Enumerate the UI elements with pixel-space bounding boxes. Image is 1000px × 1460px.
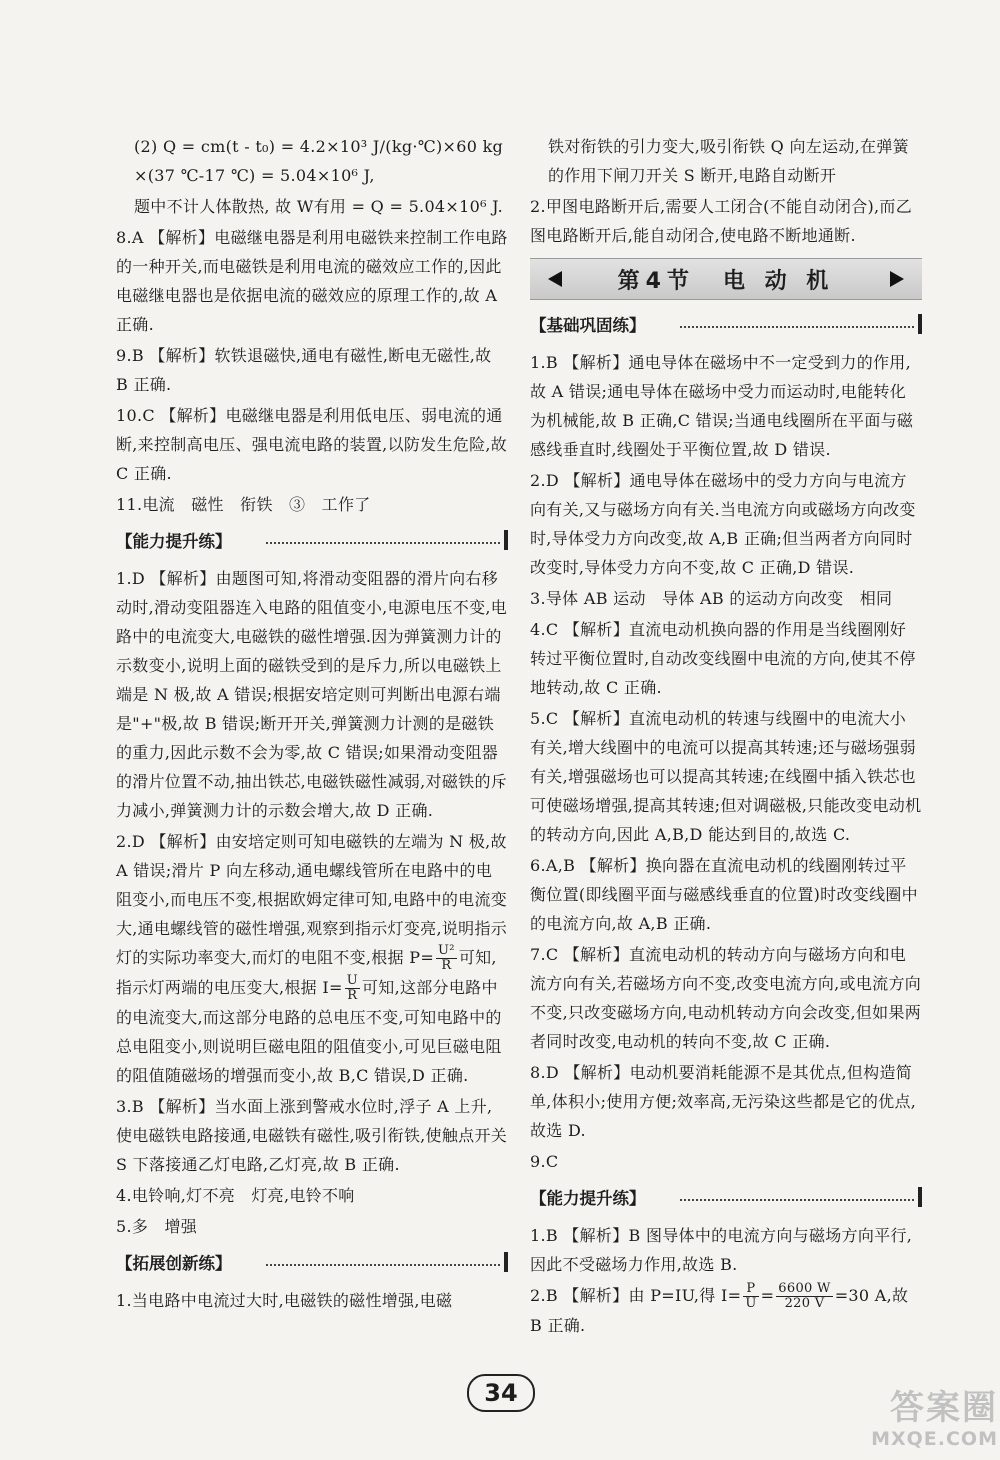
answer-text: =: [760, 1286, 775, 1305]
fraction-denominator: R: [441, 958, 452, 973]
answer-item: 4.C 【解析】直流电动机换向器的作用是当线圈刚好转过平衡位置时,自动改变线圈中电流的方向,使其不停地转动,故 C 正确.: [530, 620, 916, 697]
answer-item-with-formula: [530, 1281, 922, 1340]
answer-item: 1.B 【解析】B 图导体中的电流方向与磁场方向平行,因此不受磁场力作用,故选 B.: [530, 1226, 913, 1274]
fraction-denominator: U: [745, 1296, 757, 1311]
end-bar: [918, 314, 922, 334]
answer-item: 铁对衔铁的引力变大,吸引衔铁 Q 向左运动,在弹簧的作用下闸刀开关 S 断开,电路自动断开: [548, 137, 909, 185]
section-header-ability: [116, 528, 508, 554]
answer-text: =30 A,故 B 正确.: [530, 1286, 909, 1335]
answer-item: (2) Q = cm(t - t₀) = 4.2×10³ J/(kg·℃)×60 kg×(37 ℃-17 ℃) = 5.04×10⁶ J,: [134, 137, 504, 185]
section-title: 【基础巩固练】: [530, 312, 648, 336]
answer-text: 2.B 【解析】由 P=IU,得 I=: [530, 1286, 742, 1305]
answer-item: 2.甲图电路断开后,需要人工闭合(不能自动闭合),而乙图电路断开后,能自动闭合,使电路不断地通断.: [530, 197, 913, 245]
answer-item-with-formula: [116, 827, 508, 1090]
answer-item: 1.B 【解析】通电导体在磁场中不一定受到力的作用,故 A 错误;通电导体在磁场中受力而运动时,电能转化为机械能,故 B 正确,C 错误;当通电线圈所在平面与磁感线垂直时,线圈处于平衡位置,故 D 错误.: [530, 353, 914, 459]
basic-answers: [530, 348, 922, 1176]
watermark-logo: [798, 1388, 998, 1454]
answer-text: 2.D 【解析】由安培定则可知电磁铁的左端为 N 极,故 A 错误;滑片 P 向左移动,通电螺线管所在电路中的电阻变小,而电压不变,根据欧姆定律可知,电路中的电流变大,通电螺线管的磁性增强,观察到指示灯变亮,说明指示灯的实际功率变大,而灯的电阻不变,根据 P=: [116, 832, 508, 967]
fraction-numerator: U: [346, 973, 358, 988]
answer-item: 8.A 【解析】电磁继电器是利用电磁铁来控制工作电路的一种开关,而电磁铁是利用电流的磁效应工作的,因此电磁继电器也是依据电流的磁效应的原理工作的,故 A 正确.: [116, 228, 508, 334]
answer-item: 9.C: [530, 1152, 559, 1171]
answer-item: 3.导体 AB 运动 导体 AB 的运动方向改变 相同: [530, 589, 893, 608]
answer-item: 7.C 【解析】直流电动机的转动方向与磁场方向和电流方向有关,若磁场方向不变,改变电流方向,或电流方向不变,只改变磁场方向,电动机转动方向会改变,但如果两者同时改变,电动机的转向不变,故 C 正确.: [530, 945, 922, 1051]
section-header-basic: [530, 312, 922, 338]
answer-item: 9.B 【解析】软铁退磁快,通电有磁性,断电无磁性,故 B 正确.: [116, 346, 492, 394]
dotted-leader: [266, 1264, 500, 1266]
answer-item: 11.电流 磁性 衔铁 ③ 工作了: [116, 495, 371, 514]
ability-answers: [116, 564, 508, 1241]
right-triangle-icon: [890, 271, 904, 287]
answer-item: 5.C 【解析】直流电动机的转速与线圈中的电流大小有关,增大线圈中的电流可以提高其转速;还与磁场强弱有关,增强磁场也可以提高其转速;在线圈中插入铁芯也可使磁场增强,提高其转速;但对调磁极,只能改变电动机的转动方向,因此 A,B,D 能达到目的,故选 C.: [530, 709, 922, 844]
section-title: 【拓展创新练】: [116, 1250, 234, 1274]
answer-item: 4.电铃响,灯不亮 灯亮,电铃不响: [116, 1186, 355, 1205]
answer-item: 1.D 【解析】由题图可知,将滑动变阻器的滑片向右移动时,滑动变阻器连入电路的阻值变小,电源电压不变,电路中的电流变大,电磁铁的磁性增强.因为弹簧测力计的示数变小,说明上面的磁铁受到的是斥力,所以电磁铁上端是 N 极,故 A 错误;根据安培定则可判断出电源右端是"+"极,故 B 错误;断开开关,弹簧测力计测的是磁铁的重力,因此示数不会为零,故 C 错误;如果滑动变阻器的滑片位置不动,抽出铁芯,电磁铁磁性减弱,对磁铁的斥力减小,弹簧测力计的示数会增大,故 D 正确.: [116, 569, 508, 820]
answer-text: 可知,这部分电路中的电流变大,而这部分电路的总电压不变,可知电路中的总电阻变小,则说明巨磁电阻的阻值变小,可见巨磁电阻的阻值随磁场的增强而变小,故 B,C 错误,D 正确.: [116, 978, 502, 1085]
answer-text: 可知,指示灯两端的电压变大,根据 I=: [116, 948, 497, 997]
fraction-power: [436, 944, 457, 973]
dotted-leader: [680, 326, 914, 328]
section-header-extend: [116, 1250, 508, 1276]
answer-item: 6.A,B 【解析】换向器在直流电动机的线圈刚转过平衡位置(即线圈平面与磁感线垂直的位置)时改变线圈中的电流方向,故 A,B 正确.: [530, 856, 918, 933]
answer-item: 3.B 【解析】当水面上涨到警戒水位时,浮子 A 上升,使电磁铁电路接通,电磁铁有磁性,吸引衔铁,使触点开关 S 下落接通乙灯电路,乙灯亮,故 B 正确.: [116, 1097, 508, 1174]
watermark-url: MXQE.COM: [871, 1428, 998, 1450]
extend-answers: [116, 1286, 508, 1315]
prev-answer-continuation: [116, 132, 508, 519]
fraction-denominator: R: [347, 988, 358, 1003]
ability-answers: [530, 1221, 922, 1340]
watermark-text: 答案圈: [890, 1388, 998, 1428]
answer-item: 5.多 增强: [116, 1217, 198, 1236]
fraction-numerator: U²: [438, 943, 455, 958]
section-title: 【能力提升练】: [530, 1185, 648, 1209]
fraction-current: [345, 974, 360, 1003]
left-column: [116, 132, 508, 1317]
fraction-numerator: 6600 W: [778, 1281, 831, 1296]
answer-item: 8.D 【解析】电动机要消耗能源不是其优点,但构造简单,体积小;使用方便;效率高,无污染这些都是它的优点,故选 D.: [530, 1063, 917, 1140]
fraction-numerator: P: [743, 1282, 758, 1297]
end-bar: [504, 1252, 508, 1272]
fraction-values: [776, 1282, 832, 1311]
fraction-current: [743, 1282, 758, 1311]
chapter-banner: [530, 258, 922, 300]
dotted-leader: [266, 542, 500, 544]
end-bar: [504, 530, 508, 550]
section-header-ability: [530, 1185, 922, 1211]
chapter-title: 第4节 电 动 机: [617, 269, 835, 294]
section-title: 【能力提升练】: [116, 528, 234, 552]
continued-answers: [530, 132, 922, 250]
fraction-denominator: 220 V: [784, 1296, 825, 1311]
answer-item: 2.D 【解析】通电导体在磁场中的受力方向与电流方向有关,又与磁场方向有关.当电流方向或磁场方向改变时,导体受力方向改变,故 A,B 正确;但当两者方向同时改变时,导体受力方向不变,故 C 正确,D 错误.: [530, 471, 916, 577]
end-bar: [918, 1187, 922, 1207]
dotted-leader: [680, 1199, 914, 1201]
page-number: 34: [467, 1374, 535, 1412]
answer-item: 10.C 【解析】电磁继电器是利用低电压、弱电流的通断,来控制高电压、强电流电路的装置,以防发生危险,故 C 正确.: [116, 406, 508, 483]
right-column: [530, 132, 922, 1342]
answer-item: 1.当电路中电流过大时,电磁铁的磁性增强,电磁: [116, 1291, 453, 1310]
answer-item: 题中不计人体散热, 故 W有用 = Q = 5.04×10⁶ J.: [134, 197, 504, 216]
